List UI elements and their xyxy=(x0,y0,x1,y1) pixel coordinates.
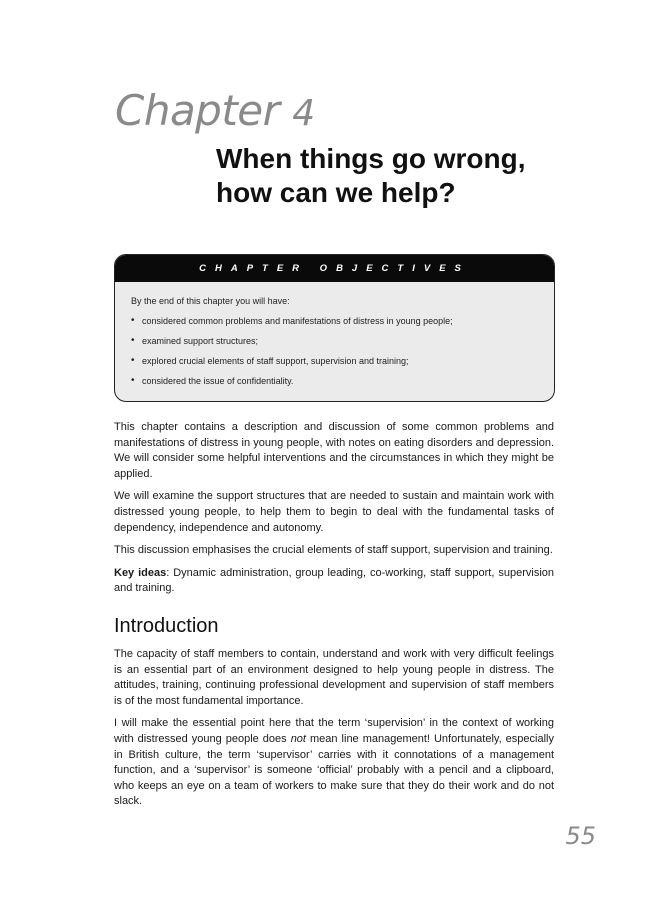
overview-paragraph: This chapter contains a description and discussion of some common problems and manifestations of distress in young people, with notes on eating disorders and depression. We will consider some helpful interventions and the circumstances in which they might be applied. xyxy=(114,421,554,480)
objective-item: • considered the issue of confidentiality. xyxy=(131,374,554,394)
introduction-heading: Introduction xyxy=(114,615,219,637)
chapter-objectives-box xyxy=(114,254,555,402)
key-ideas xyxy=(114,566,554,597)
chapter-label xyxy=(115,88,315,134)
overview-paragraph: This discussion emphasises the crucial elements of staff support, supervision and training. xyxy=(114,544,553,557)
key-ideas-text: : Dynamic administration, group leading, co-working, staff support, supervision and training. xyxy=(114,566,554,595)
chapter-title-line1: When things go wrong, xyxy=(216,143,526,174)
para2-before: I will make the essential point here that the term ‘supervision’ in the context of working with distressed young people does xyxy=(114,717,554,745)
objectives-intro: By the end of this chapter you will have: xyxy=(131,296,290,306)
page-number: 55 xyxy=(565,822,596,850)
introduction-body xyxy=(114,647,554,817)
para2-after: mean line management! Unfortunately, especially in British culture, the term ‘supervisor’ carries with it connotations of a management function, and a ‘supervisor’ is someone ‘official’ probably with a pencil and a clipboard, who keeps an eye on a team of workers to make sure that they do their work and do not slack. xyxy=(114,732,554,808)
objective-item: • explored crucial elements of staff support, supervision and training; xyxy=(131,354,554,374)
chapter-overview xyxy=(114,420,554,604)
objectives-list xyxy=(115,314,554,394)
chapter-number: 4 xyxy=(292,93,315,134)
para2-emphasis: not xyxy=(290,732,306,745)
introduction-paragraph xyxy=(114,716,554,810)
chapter-word: Chapter xyxy=(115,86,280,135)
overview-paragraph: We will examine the support structures that are needed to sustain and maintain work with distressed young people, to help them to begin to deal with the fundamental tasks of dependency, independence and autonomy. xyxy=(114,490,554,534)
objective-item: • examined support structures; xyxy=(131,334,554,354)
key-ideas-label: Key ideas xyxy=(114,566,167,579)
objectives-header: CHAPTER OBJECTIVES xyxy=(115,255,554,282)
chapter-title-line2: how can we help? xyxy=(216,177,456,208)
chapter-title xyxy=(216,142,526,210)
objective-item: • considered common problems and manifestations of distress in young people; xyxy=(131,314,554,334)
introduction-paragraph: The capacity of staff members to contain, understand and work with very difficult feelings is an essential part of an environment designed to help young people in distress. The attitudes, training, continuing professional development and supervision of staff members is of the most fundamental importance. xyxy=(114,648,554,707)
